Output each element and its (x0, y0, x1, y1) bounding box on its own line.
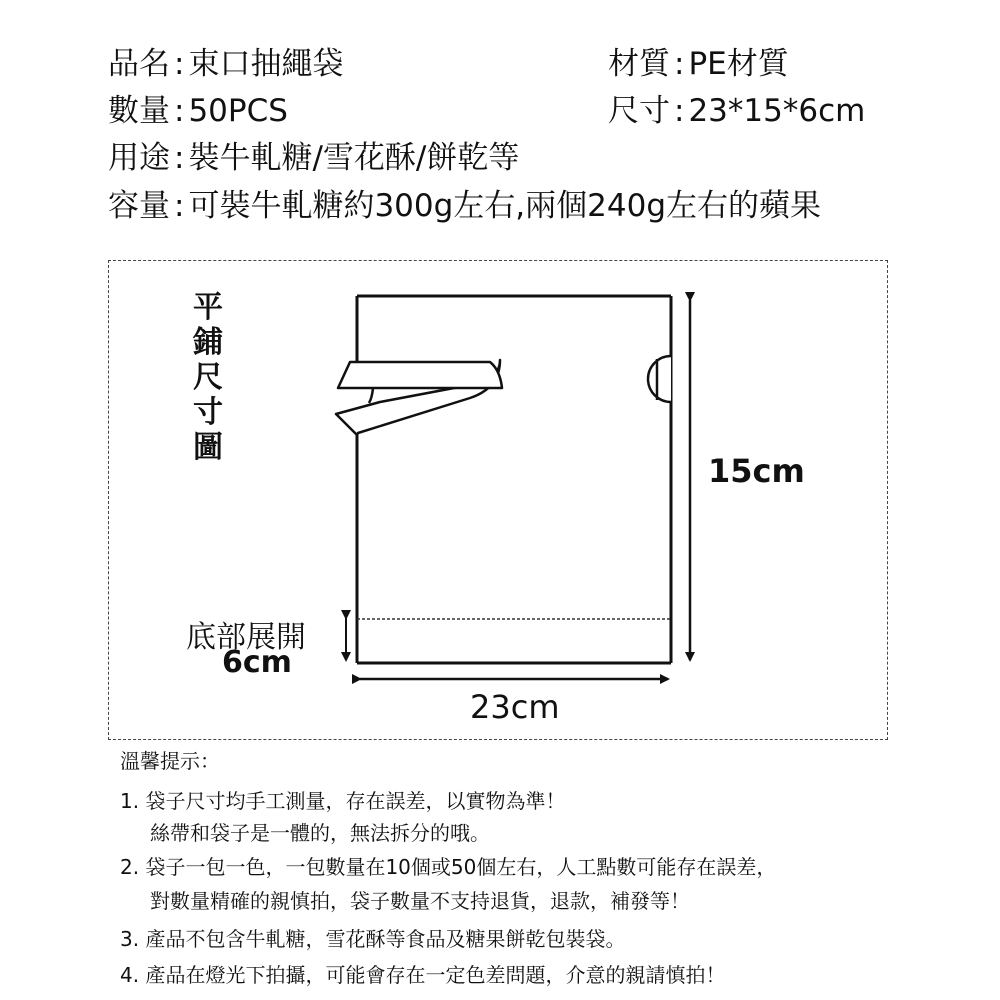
ribbon-icon (336, 360, 502, 435)
spec-label: 數量 (108, 93, 170, 129)
spec-label: 尺寸 (608, 93, 670, 129)
spec-value: 裝牛軋糖/雪花酥/餅乾等 (188, 140, 520, 176)
spec-label: 用途 (108, 140, 170, 176)
spec-value: 可裝牛軋糖約300g左右,兩個240g左右的蘋果 (188, 188, 821, 224)
spec-product-name (108, 44, 343, 84)
bag-outline-icon (357, 296, 671, 663)
spec-value: PE材質 (688, 46, 789, 82)
separator: : (174, 46, 185, 82)
spec-label: 品名 (108, 46, 170, 82)
bottom-expand-label: 底部展開 (186, 620, 306, 655)
spec-usage (108, 138, 519, 178)
spec-quantity (108, 91, 288, 131)
bottom-expand-value: 6cm (222, 645, 292, 680)
diagram-title: 平鋪尺寸圖 (193, 290, 223, 465)
toggle-icon (648, 356, 671, 402)
separator: : (674, 46, 685, 82)
spec-value: 束口抽繩袋 (188, 46, 344, 82)
tip-line: 對數量精確的親慎拍，袋子數量不支持退貨，退款，補發等！ (150, 889, 690, 913)
height-label: 15cm (708, 452, 805, 490)
spec-value: 23*15*6cm (688, 93, 866, 129)
spec-value: 50PCS (188, 93, 288, 129)
tip-line: 3. 產品不包含牛軋糖，雪花酥等食品及糖果餅乾包裝袋。 (120, 927, 626, 951)
tips-heading: 溫馨提示： (120, 749, 220, 773)
separator: : (174, 188, 185, 224)
separator: : (174, 93, 185, 129)
spec-size (608, 91, 865, 131)
separator: : (674, 93, 685, 129)
spec-material (608, 44, 789, 84)
width-label: 23cm (470, 688, 560, 726)
spec-capacity (108, 186, 821, 226)
separator: : (174, 140, 185, 176)
tip-line: 4. 產品在燈光下拍攝，可能會存在一定色差問題，介意的親請慎拍！ (120, 963, 726, 987)
tip-line: 絲帶和袋子是一體的，無法拆分的哦。 (150, 821, 490, 845)
tip-line: 2. 袋子一包一色，一包數量在10個或50個左右，人工點數可能存在誤差， (120, 855, 777, 879)
spec-label: 材質 (608, 46, 670, 82)
tip-line: 1. 袋子尺寸均手工測量，存在誤差，以實物為準！ (120, 789, 566, 813)
spec-label: 容量 (108, 188, 170, 224)
